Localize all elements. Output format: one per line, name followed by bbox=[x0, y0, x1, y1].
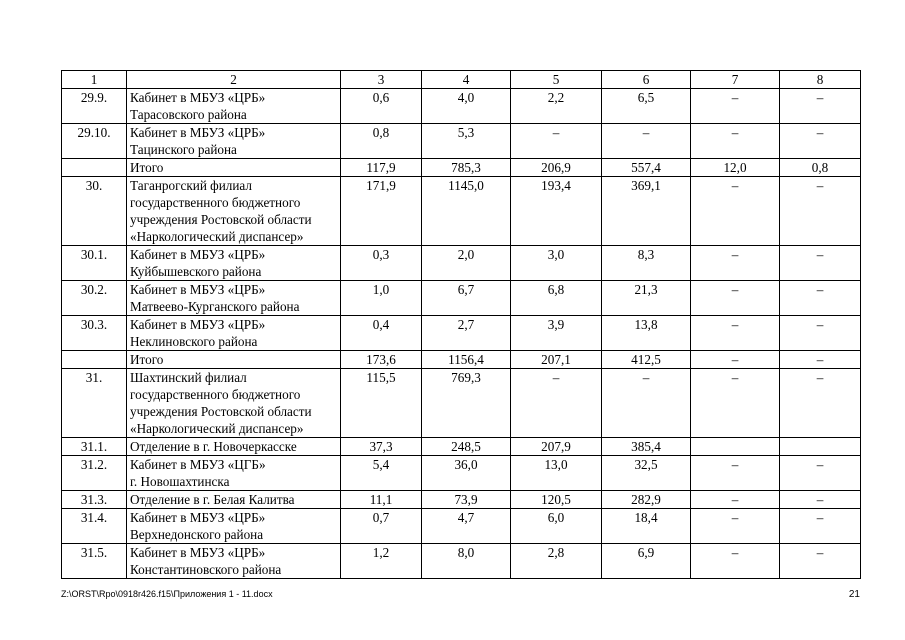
value-cell-col-7: – bbox=[691, 89, 780, 124]
value-cell-col-4: 6,7 bbox=[422, 281, 511, 316]
row-number-cell: 29.10. bbox=[62, 124, 127, 159]
row-number-cell bbox=[62, 351, 127, 369]
value-cell-col-5: 193,4 bbox=[511, 177, 602, 246]
value-cell-col-6: 13,8 bbox=[602, 316, 691, 351]
row-name-line: учреждения Ростовской области bbox=[130, 212, 312, 227]
row-number-cell: 31.5. bbox=[62, 544, 127, 579]
value-cell-col-3: 5,4 bbox=[341, 456, 422, 491]
value-cell-col-4: 4,0 bbox=[422, 89, 511, 124]
table-row bbox=[62, 369, 861, 438]
header-cell-3: 3 bbox=[341, 71, 422, 89]
table-row bbox=[62, 177, 861, 246]
row-name-line: государственного бюджетного bbox=[130, 387, 301, 402]
row-name-cell bbox=[127, 438, 341, 456]
value-cell-col-4: 4,7 bbox=[422, 509, 511, 544]
row-name-line: Итого bbox=[130, 160, 164, 175]
row-name-cell bbox=[127, 456, 341, 491]
value-cell-col-6: 369,1 bbox=[602, 177, 691, 246]
value-cell-col-4: 73,9 bbox=[422, 491, 511, 509]
value-cell-col-3: 0,6 bbox=[341, 89, 422, 124]
value-cell-col-7: – bbox=[691, 177, 780, 246]
value-cell-col-6: 18,4 bbox=[602, 509, 691, 544]
table-row bbox=[62, 544, 861, 579]
row-name-line: Куйбышевского района bbox=[130, 264, 262, 279]
value-cell-col-7: – bbox=[691, 316, 780, 351]
row-name-cell bbox=[127, 177, 341, 246]
table-row bbox=[62, 124, 861, 159]
row-number-cell: 30.1. bbox=[62, 246, 127, 281]
value-cell-col-3: 1,2 bbox=[341, 544, 422, 579]
value-cell-col-4: 8,0 bbox=[422, 544, 511, 579]
row-name-line: Кабинет в МБУЗ «ЦРБ» bbox=[130, 247, 266, 262]
table-row bbox=[62, 509, 861, 544]
value-cell-col-4: 1145,0 bbox=[422, 177, 511, 246]
value-cell-col-8: – bbox=[780, 124, 861, 159]
value-cell-col-5: 6,0 bbox=[511, 509, 602, 544]
value-cell-col-4: 5,3 bbox=[422, 124, 511, 159]
row-name-line: Отделение в г. Белая Калитва bbox=[130, 492, 295, 507]
value-cell-col-6: 8,3 bbox=[602, 246, 691, 281]
value-cell-col-3: 37,3 bbox=[341, 438, 422, 456]
page-number: 21 bbox=[848, 589, 860, 600]
value-cell-col-8: – bbox=[780, 456, 861, 491]
value-cell-col-8: 0,8 bbox=[780, 159, 861, 177]
row-name-line: Кабинет в МБУЗ «ЦРБ» bbox=[130, 125, 266, 140]
header-cell-7: 7 bbox=[691, 71, 780, 89]
row-number-cell: 31.2. bbox=[62, 456, 127, 491]
value-cell-col-7: – bbox=[691, 491, 780, 509]
row-number-cell: 29.9. bbox=[62, 89, 127, 124]
value-cell-col-4: 2,0 bbox=[422, 246, 511, 281]
row-name-cell bbox=[127, 89, 341, 124]
value-cell-col-3: 0,7 bbox=[341, 509, 422, 544]
value-cell-col-3: 171,9 bbox=[341, 177, 422, 246]
value-cell-col-8: – bbox=[780, 351, 861, 369]
value-cell-col-7: – bbox=[691, 246, 780, 281]
value-cell-col-8: – bbox=[780, 281, 861, 316]
header-cell-5: 5 bbox=[511, 71, 602, 89]
header-cell-8: 8 bbox=[780, 71, 861, 89]
value-cell-col-3: 0,4 bbox=[341, 316, 422, 351]
row-number-cell: 31.3. bbox=[62, 491, 127, 509]
row-name-cell bbox=[127, 159, 341, 177]
value-cell-col-8: – bbox=[780, 544, 861, 579]
row-name-cell bbox=[127, 281, 341, 316]
value-cell-col-8: – bbox=[780, 316, 861, 351]
row-name-line: г. Новошахтинска bbox=[130, 474, 230, 489]
value-cell-col-8: – bbox=[780, 89, 861, 124]
row-name-cell bbox=[127, 509, 341, 544]
header-cell-4: 4 bbox=[422, 71, 511, 89]
value-cell-col-6: 21,3 bbox=[602, 281, 691, 316]
table-row bbox=[62, 438, 861, 456]
value-cell-col-5: 206,9 bbox=[511, 159, 602, 177]
row-name-line: учреждения Ростовской области bbox=[130, 404, 312, 419]
row-number-cell: 31. bbox=[62, 369, 127, 438]
value-cell-col-5: 3,0 bbox=[511, 246, 602, 281]
value-cell-col-7 bbox=[691, 438, 780, 456]
value-cell-col-4: 2,7 bbox=[422, 316, 511, 351]
data-table bbox=[61, 70, 861, 579]
value-cell-col-4: 769,3 bbox=[422, 369, 511, 438]
row-name-line: Константиновского района bbox=[130, 562, 282, 577]
row-name-cell bbox=[127, 246, 341, 281]
row-name-line: Неклиновского района bbox=[130, 334, 258, 349]
value-cell-col-4: 248,5 bbox=[422, 438, 511, 456]
row-name-line: Отделение в г. Новочеркасске bbox=[130, 439, 297, 454]
row-name-line: Таганрогский филиал bbox=[130, 178, 252, 193]
value-cell-col-6: 32,5 bbox=[602, 456, 691, 491]
value-cell-col-3: 117,9 bbox=[341, 159, 422, 177]
value-cell-col-6: 6,5 bbox=[602, 89, 691, 124]
row-number-cell: 30.2. bbox=[62, 281, 127, 316]
header-cell-1: 1 bbox=[62, 71, 127, 89]
value-cell-col-4: 1156,4 bbox=[422, 351, 511, 369]
row-name-cell bbox=[127, 369, 341, 438]
value-cell-col-7: – bbox=[691, 124, 780, 159]
value-cell-col-7: – bbox=[691, 281, 780, 316]
value-cell-col-5: 2,8 bbox=[511, 544, 602, 579]
value-cell-col-8: – bbox=[780, 177, 861, 246]
row-name-line: Тацинского района bbox=[130, 142, 237, 157]
row-name-line: Матвеево-Курганского района bbox=[130, 299, 300, 314]
value-cell-col-8: – bbox=[780, 369, 861, 438]
value-cell-col-5: 3,9 bbox=[511, 316, 602, 351]
row-number-cell: 31.4. bbox=[62, 509, 127, 544]
footer-file-path: Z:\ORST\Rpo\0918r426.f15\Приложения 1 - 11.docx bbox=[61, 589, 273, 599]
row-name-line: Кабинет в МБУЗ «ЦРБ» bbox=[130, 317, 266, 332]
value-cell-col-8: – bbox=[780, 491, 861, 509]
row-name-cell bbox=[127, 124, 341, 159]
row-name-cell bbox=[127, 544, 341, 579]
row-name-line: Кабинет в МБУЗ «ЦРБ» bbox=[130, 90, 266, 105]
table-row bbox=[62, 351, 861, 369]
value-cell-col-7: – bbox=[691, 509, 780, 544]
value-cell-col-4: 36,0 bbox=[422, 456, 511, 491]
table-row bbox=[62, 281, 861, 316]
table-row bbox=[62, 89, 861, 124]
row-number-cell: 30. bbox=[62, 177, 127, 246]
value-cell-col-6: – bbox=[602, 369, 691, 438]
value-cell-col-6: 6,9 bbox=[602, 544, 691, 579]
row-name-line: Кабинет в МБУЗ «ЦГБ» bbox=[130, 457, 266, 472]
value-cell-col-5: 6,8 bbox=[511, 281, 602, 316]
value-cell-col-5: – bbox=[511, 124, 602, 159]
value-cell-col-4: 785,3 bbox=[422, 159, 511, 177]
value-cell-col-8 bbox=[780, 438, 861, 456]
value-cell-col-6: 412,5 bbox=[602, 351, 691, 369]
value-cell-col-6: 282,9 bbox=[602, 491, 691, 509]
value-cell-col-5: – bbox=[511, 369, 602, 438]
table-row bbox=[62, 316, 861, 351]
row-number-cell: 31.1. bbox=[62, 438, 127, 456]
value-cell-col-7: – bbox=[691, 456, 780, 491]
header-row bbox=[62, 71, 861, 89]
value-cell-col-5: 2,2 bbox=[511, 89, 602, 124]
row-name-line: «Наркологический диспансер» bbox=[130, 229, 304, 244]
row-number-cell bbox=[62, 159, 127, 177]
value-cell-col-3: 115,5 bbox=[341, 369, 422, 438]
row-name-line: Кабинет в МБУЗ «ЦРБ» bbox=[130, 510, 266, 525]
value-cell-col-5: 207,9 bbox=[511, 438, 602, 456]
row-name-line: Верхнедонского района bbox=[130, 527, 264, 542]
table-body bbox=[62, 89, 861, 579]
header-cell-6: 6 bbox=[602, 71, 691, 89]
value-cell-col-5: 13,0 bbox=[511, 456, 602, 491]
value-cell-col-6: – bbox=[602, 124, 691, 159]
table-row bbox=[62, 159, 861, 177]
row-name-line: Кабинет в МБУЗ «ЦРБ» bbox=[130, 545, 266, 560]
row-number-cell: 30.3. bbox=[62, 316, 127, 351]
table-row bbox=[62, 456, 861, 491]
value-cell-col-5: 120,5 bbox=[511, 491, 602, 509]
row-name-cell bbox=[127, 316, 341, 351]
table-row bbox=[62, 246, 861, 281]
value-cell-col-6: 557,4 bbox=[602, 159, 691, 177]
row-name-line: Шахтинский филиал bbox=[130, 370, 247, 385]
value-cell-col-3: 173,6 bbox=[341, 351, 422, 369]
value-cell-col-7: – bbox=[691, 544, 780, 579]
value-cell-col-6: 385,4 bbox=[602, 438, 691, 456]
value-cell-col-7: – bbox=[691, 369, 780, 438]
row-name-line: «Наркологический диспансер» bbox=[130, 421, 304, 436]
row-name-cell bbox=[127, 351, 341, 369]
value-cell-col-3: 1,0 bbox=[341, 281, 422, 316]
table-row bbox=[62, 491, 861, 509]
value-cell-col-7: 12,0 bbox=[691, 159, 780, 177]
header-cell-2: 2 bbox=[127, 71, 341, 89]
value-cell-col-8: – bbox=[780, 509, 861, 544]
row-name-line: Тарасовского района bbox=[130, 107, 247, 122]
value-cell-col-3: 0,3 bbox=[341, 246, 422, 281]
value-cell-col-7: – bbox=[691, 351, 780, 369]
row-name-line: Итого bbox=[130, 352, 164, 367]
value-cell-col-5: 207,1 bbox=[511, 351, 602, 369]
row-name-line: Кабинет в МБУЗ «ЦРБ» bbox=[130, 282, 266, 297]
value-cell-col-3: 11,1 bbox=[341, 491, 422, 509]
row-name-cell bbox=[127, 491, 341, 509]
value-cell-col-3: 0,8 bbox=[341, 124, 422, 159]
row-name-line: государственного бюджетного bbox=[130, 195, 301, 210]
value-cell-col-8: – bbox=[780, 246, 861, 281]
